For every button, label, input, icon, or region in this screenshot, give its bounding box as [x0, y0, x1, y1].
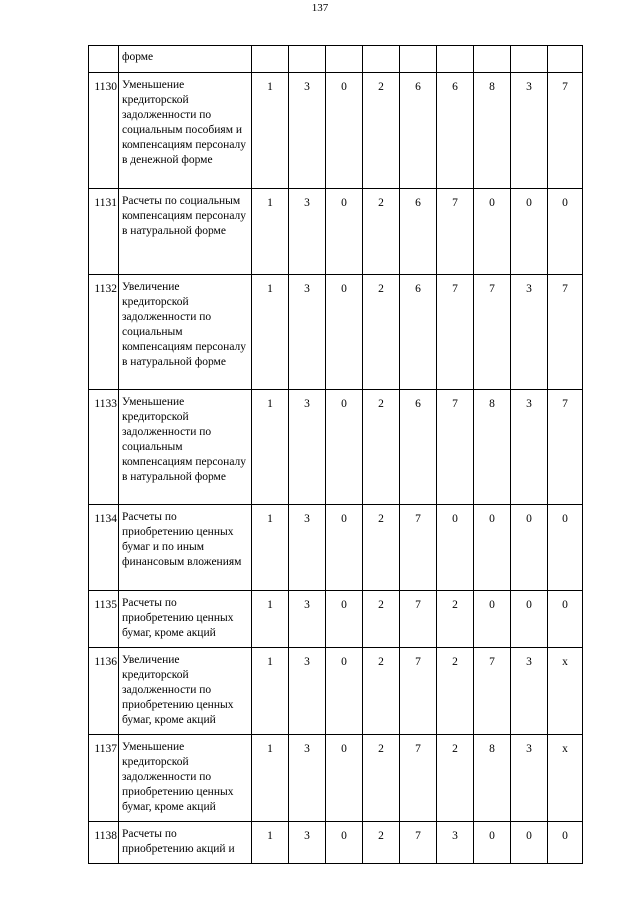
digit-cell	[252, 46, 289, 73]
table-row	[89, 735, 583, 822]
digit-cell: 1	[252, 505, 289, 591]
digit-cell: 2	[363, 73, 400, 189]
row-name: Уменьшение кредиторской задолженности по приобретению ценных бумаг, кроме акций	[119, 735, 252, 822]
digit-cell: 7	[437, 275, 474, 390]
digit-cell: 3	[511, 275, 548, 390]
digit-cell: 6	[437, 73, 474, 189]
row-code: 1131	[89, 189, 119, 275]
row-name: Уменьшение кредиторской задолженности по социальным пособиям и компенсациям персоналу в денежной форме	[119, 73, 252, 189]
digit-cell: 2	[363, 390, 400, 505]
digit-cell: 2	[437, 735, 474, 822]
table-row	[89, 648, 583, 735]
digit-cell: 0	[326, 189, 363, 275]
digit-cell: 6	[400, 275, 437, 390]
digit-cell: 1	[252, 275, 289, 390]
digit-cell: 7	[474, 275, 511, 390]
digit-cell: 0	[326, 591, 363, 648]
digit-cell: 3	[289, 735, 326, 822]
digit-cell: 0	[548, 591, 583, 648]
digit-cell: 1	[252, 73, 289, 189]
digit-cell: x	[548, 648, 583, 735]
row-name: Уменьшение кредиторской задолженности по социальным компенсациям персоналу в натуральной форме	[119, 390, 252, 505]
row-code: 1138	[89, 822, 119, 864]
digit-cell	[474, 46, 511, 73]
digit-cell: 0	[326, 390, 363, 505]
digit-cell: 7	[548, 73, 583, 189]
digit-cell: 0	[474, 505, 511, 591]
table-row	[89, 73, 583, 189]
digit-cell: 7	[548, 275, 583, 390]
digit-cell: 3	[289, 390, 326, 505]
digit-cell: 6	[400, 73, 437, 189]
digit-cell	[363, 46, 400, 73]
row-code: 1132	[89, 275, 119, 390]
digit-cell: 1	[252, 591, 289, 648]
digit-cell: 1	[252, 189, 289, 275]
digit-cell: 8	[474, 390, 511, 505]
table-row	[89, 390, 583, 505]
digit-cell: 0	[474, 189, 511, 275]
digit-cell: 3	[511, 648, 548, 735]
table-row	[89, 275, 583, 390]
digit-cell: 0	[474, 822, 511, 864]
digit-cell: 0	[511, 189, 548, 275]
row-name: Расчеты по приобретению ценных бумаг и по иным финансовым вложениям	[119, 505, 252, 591]
row-name: Увеличение кредиторской задолженности по социальным компенсациям персоналу в натуральной форме	[119, 275, 252, 390]
digit-cell: 2	[363, 822, 400, 864]
digit-cell: 6	[400, 390, 437, 505]
digit-cell: 2	[437, 591, 474, 648]
digit-cell: 3	[289, 505, 326, 591]
digit-cell: 3	[289, 73, 326, 189]
digit-cell	[400, 46, 437, 73]
digit-cell: 3	[289, 822, 326, 864]
digit-cell: 0	[326, 73, 363, 189]
table-row	[89, 46, 583, 73]
digit-cell: 0	[326, 505, 363, 591]
digit-cell: 6	[400, 189, 437, 275]
digit-cell: 2	[363, 591, 400, 648]
row-code: 1130	[89, 73, 119, 189]
table-row	[89, 189, 583, 275]
digit-cell: x	[548, 735, 583, 822]
digit-cell: 3	[289, 189, 326, 275]
digit-cell: 2	[363, 648, 400, 735]
digit-cell	[326, 46, 363, 73]
table-row	[89, 822, 583, 864]
row-name: Расчеты по социальным компенсациям персоналу в натуральной форме	[119, 189, 252, 275]
row-name: Расчеты по приобретению акций и	[119, 822, 252, 864]
row-code: 1134	[89, 505, 119, 591]
digit-cell: 1	[252, 822, 289, 864]
digit-cell: 0	[548, 189, 583, 275]
digit-cell: 0	[548, 822, 583, 864]
row-name: форме	[119, 46, 252, 73]
row-code: 1137	[89, 735, 119, 822]
digit-cell: 0	[548, 505, 583, 591]
digit-cell: 7	[400, 648, 437, 735]
digit-cell	[289, 46, 326, 73]
digit-cell	[548, 46, 583, 73]
digit-cell: 2	[437, 648, 474, 735]
digit-cell: 7	[400, 505, 437, 591]
digit-cell: 7	[400, 735, 437, 822]
digit-cell: 2	[363, 735, 400, 822]
digit-cell: 8	[474, 735, 511, 822]
digit-cell: 2	[363, 505, 400, 591]
digit-cell: 7	[400, 591, 437, 648]
digit-cell: 7	[548, 390, 583, 505]
digit-cell: 0	[326, 822, 363, 864]
table-row	[89, 505, 583, 591]
table-row	[89, 591, 583, 648]
account-codes-table	[88, 45, 583, 864]
digit-cell: 3	[289, 275, 326, 390]
digit-cell: 1	[252, 648, 289, 735]
digit-cell: 8	[474, 73, 511, 189]
digit-cell: 2	[363, 275, 400, 390]
digit-cell: 0	[326, 735, 363, 822]
row-code: 1135	[89, 591, 119, 648]
digit-cell: 3	[289, 591, 326, 648]
digit-cell: 0	[326, 275, 363, 390]
digit-cell: 3	[511, 390, 548, 505]
digit-cell: 0	[474, 591, 511, 648]
row-code: 1136	[89, 648, 119, 735]
digit-cell: 0	[326, 648, 363, 735]
digit-cell: 7	[400, 822, 437, 864]
digit-cell: 7	[437, 390, 474, 505]
digit-cell	[437, 46, 474, 73]
digit-cell: 0	[511, 505, 548, 591]
digit-cell: 1	[252, 735, 289, 822]
row-code: 1133	[89, 390, 119, 505]
digit-cell: 0	[511, 822, 548, 864]
row-name: Расчеты по приобретению ценных бумаг, кроме акций	[119, 591, 252, 648]
digit-cell: 3	[437, 822, 474, 864]
digit-cell: 2	[363, 189, 400, 275]
digit-cell: 7	[437, 189, 474, 275]
row-code	[89, 46, 119, 73]
digit-cell: 0	[437, 505, 474, 591]
digit-cell: 3	[289, 648, 326, 735]
digit-cell: 3	[511, 735, 548, 822]
digit-cell	[511, 46, 548, 73]
row-name: Увеличение кредиторской задолженности по приобретению ценных бумаг, кроме акций	[119, 648, 252, 735]
digit-cell: 0	[511, 591, 548, 648]
digit-cell: 7	[474, 648, 511, 735]
digit-cell: 1	[252, 390, 289, 505]
page-number: 137	[311, 2, 329, 14]
digit-cell: 3	[511, 73, 548, 189]
